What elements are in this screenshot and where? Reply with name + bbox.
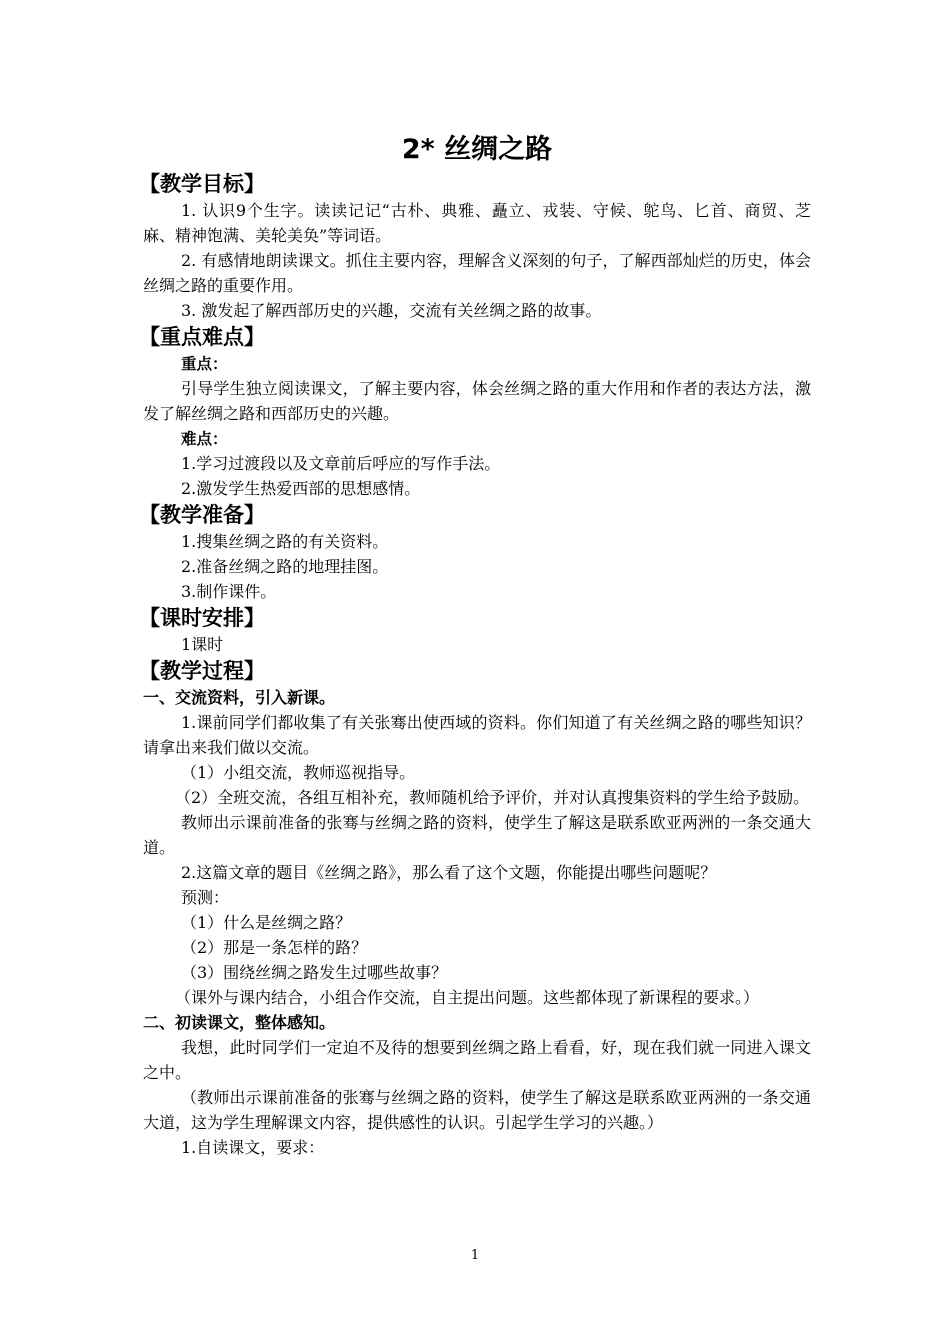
section-heading-prep: 【教学准备】 [139,503,265,527]
section-heading-schedule: 【课时安排】 [139,606,265,630]
process-paragraph: 教师出示课前准备的张骞与丝绸之路的资料，使学生了解这是联系欧亚两洲的一条交通大道。 [143,813,811,857]
prep-item: 2.准备丝绸之路的地理挂图。 [181,557,389,576]
process-paragraph: （1）什么是丝绸之路？ [181,913,352,932]
process-paragraph: 2.这篇文章的题目《丝绸之路》，那么看了这个文题，你能提出哪些问题呢？ [181,863,717,882]
process-paragraph: （2）那是一条怎样的路？ [181,938,368,957]
section-heading-keypoints: 【重点难点】 [139,325,265,349]
process-paragraph: 1.课前同学们都收集了有关张骞出使西域的资料。你们知道了有关丝绸之路的哪些知识？请拿出来我们做以交流。 [143,713,811,757]
section-heading-goals: 【教学目标】 [139,172,265,196]
process-paragraph: 预测： [181,888,230,907]
page-number: 1 [470,1248,480,1263]
process-paragraph: （1）小组交流，教师巡视指导。 [181,763,416,782]
process-paragraph: （3）围绕丝绸之路发生过哪些故事？ [181,963,448,982]
process-paragraph: （教师出示课前准备的张骞与丝绸之路的资料，使学生了解这是联系欧亚两洲的一条交通大道，这为学生理解课文内容，提供感性的认识。引起学生学习的兴趣。） [143,1088,811,1132]
process-paragraph: 我想，此时同学们一定迫不及待的想要到丝绸之路上看看，好，现在我们就一同进入课文之中。 [143,1038,811,1082]
goal-item: 1. 认识9个生字。读读记记“古朴、典雅、矗立、戎装、守候、鸵鸟、匕首、商贸、芝麻、精神饱满、美轮美奂”等词语。 [143,201,811,245]
prep-item: 3.制作课件。 [181,582,277,601]
process-part-title: 二、初读课文，整体感知。 [143,1013,336,1032]
process-part-title: 一、交流资料，引入新课。 [143,688,336,707]
key-label: 重点： [181,354,228,373]
page-title: 2* 丝绸之路 [401,134,553,165]
process-paragraph: （2）全班交流，各组互相补充，教师随机给予评价，并对认真搜集资料的学生给予鼓励。 [175,788,810,807]
goal-item: 3. 激发起了解西部历史的兴趣，交流有关丝绸之路的故事。 [181,301,602,320]
document-body [139,130,811,1160]
difficulty-label: 难点： [181,429,228,448]
key-text: 引导学生独立阅读课文，了解主要内容，体会丝绸之路的重大作用和作者的表达方法，激发了解丝绸之路和西部历史的兴趣。 [143,379,811,423]
section-heading-process: 【教学过程】 [139,659,265,683]
goal-item: 2. 有感情地朗读课文。抓住主要内容，理解含义深刻的句子，了解西部灿烂的历史，体会丝绸之路的重要作用。 [143,251,811,295]
difficulty-item: 2.激发学生热爱西部的思想感情。 [181,479,421,498]
prep-item: 1.搜集丝绸之路的有关资料。 [181,532,389,551]
process-paragraph: 1.自读课文，要求： [181,1138,325,1157]
difficulty-item: 1.学习过渡段以及文章前后呼应的写作手法。 [181,454,501,473]
schedule-text: 1课时 [181,635,224,654]
process-paragraph: （课外与课内结合，小组合作交流，自主提出问题。这些都体现了新课程的要求。） [175,988,760,1007]
